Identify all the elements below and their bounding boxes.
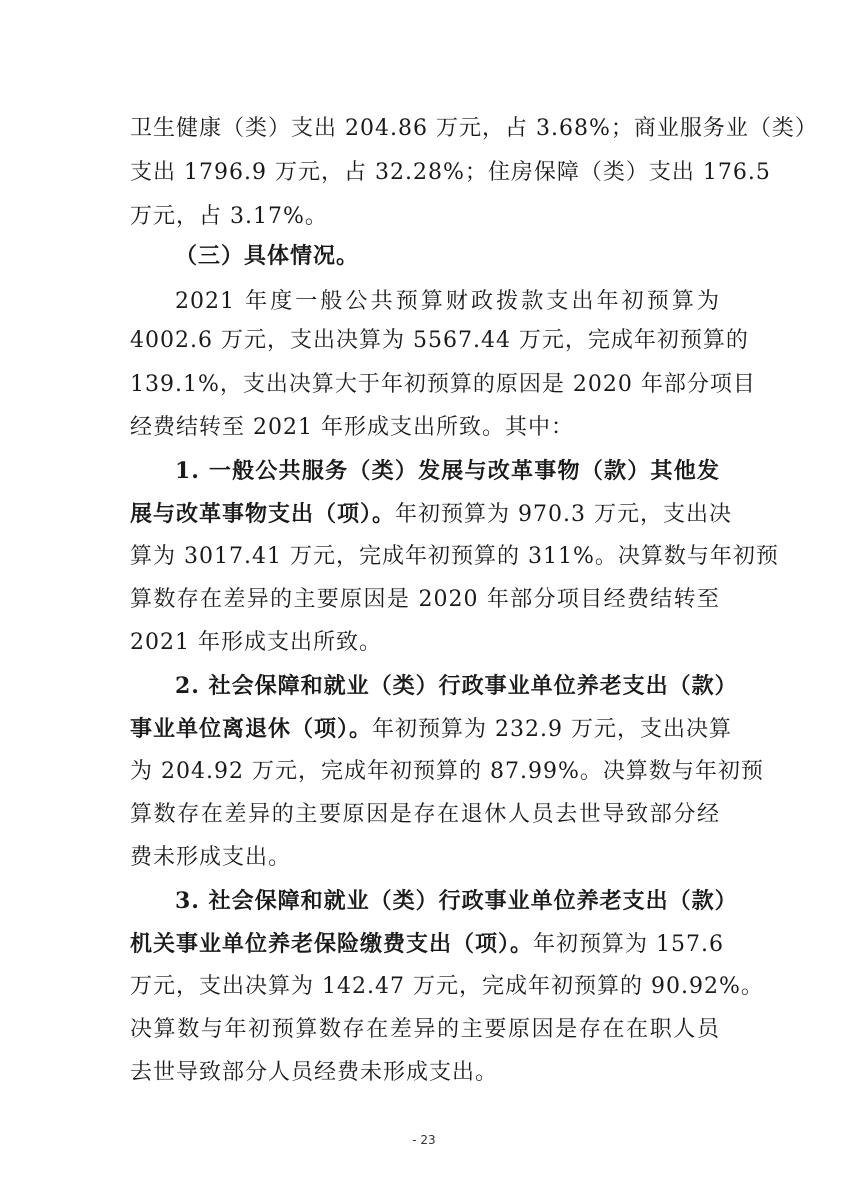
item-1-text: 年初预算为 970.3 万元，支出决 [395,502,732,527]
paragraph-line: 决算数与年初预算数存在差异的主要原因是存在在职人员 [130,1017,720,1042]
paragraph-line: 卫生健康（类）支出 204.86 万元，占 3.68%；商业服务业（类） [130,116,818,141]
paragraph-line: 支出 1796.9 万元，占 32.28%；住房保障（类）支出 176.5 [130,160,771,185]
paragraph-line: 去世导致部分人员经费未形成支出。 [130,1060,499,1085]
paragraph-line: 4002.6 万元，支出决算为 5567.44 万元，完成年初预算的 [130,328,749,353]
item-3-line [130,929,724,959]
item-3-title-cont: 机关事业单位养老保险缴费支出（项）。 [130,931,534,957]
paragraph-line: 算数存在差异的主要原因是存在退休人员去世导致部分经 [130,802,720,827]
paragraph-line: 万元，占 3.17%。 [130,204,328,229]
item-2-title-cont: 事业单位离退休（项）。 [130,716,373,742]
item-2-text: 年初预算为 232.9 万元，支出决算 [372,717,732,742]
section-heading: （三）具体情况。 [175,243,360,269]
paragraph-line: 费未形成支出。 [130,845,292,870]
paragraph-line: 为 204.92 万元，完成年初预算的 87.99%。决算数与年初预 [130,759,764,784]
paragraph-line: 2021 年形成支出所致。 [130,630,382,655]
item-1-title-cont: 展与改革事物支出（项）。 [130,501,396,527]
item-1-line [130,499,732,529]
paragraph-line: 139.1%，支出决算大于年初预算的原因是 2020 年部分项目 [130,372,756,397]
item-2-title: 2. 社会保障和就业（类）行政事业单位养老支出（款） [175,673,738,699]
item-3-title: 3. 社会保障和就业（类）行政事业单位养老支出（款） [175,888,738,914]
item-1-title: 1. 一般公共服务（类）发展与改革事物（款）其他发 [175,458,720,484]
paragraph-line: 经费结转至 2021 年形成支出所致。其中： [130,415,574,440]
paragraph-line: 万元，支出决算为 142.47 万元，完成年初预算的 90.92%。 [130,974,764,999]
paragraph-line: 算数存在差异的主要原因是 2020 年部分项目经费结转至 [130,587,720,612]
item-2-line [130,714,732,744]
item-3-text: 年初预算为 157.6 [533,932,724,957]
page-number: - 23 [412,1133,436,1147]
paragraph-line: 2021 年度一般公共预算财政拨款支出年初预算为 [175,289,720,314]
paragraph-line: 算为 3017.41 万元，完成年初预算的 311%。决算数与年初预 [130,544,779,569]
